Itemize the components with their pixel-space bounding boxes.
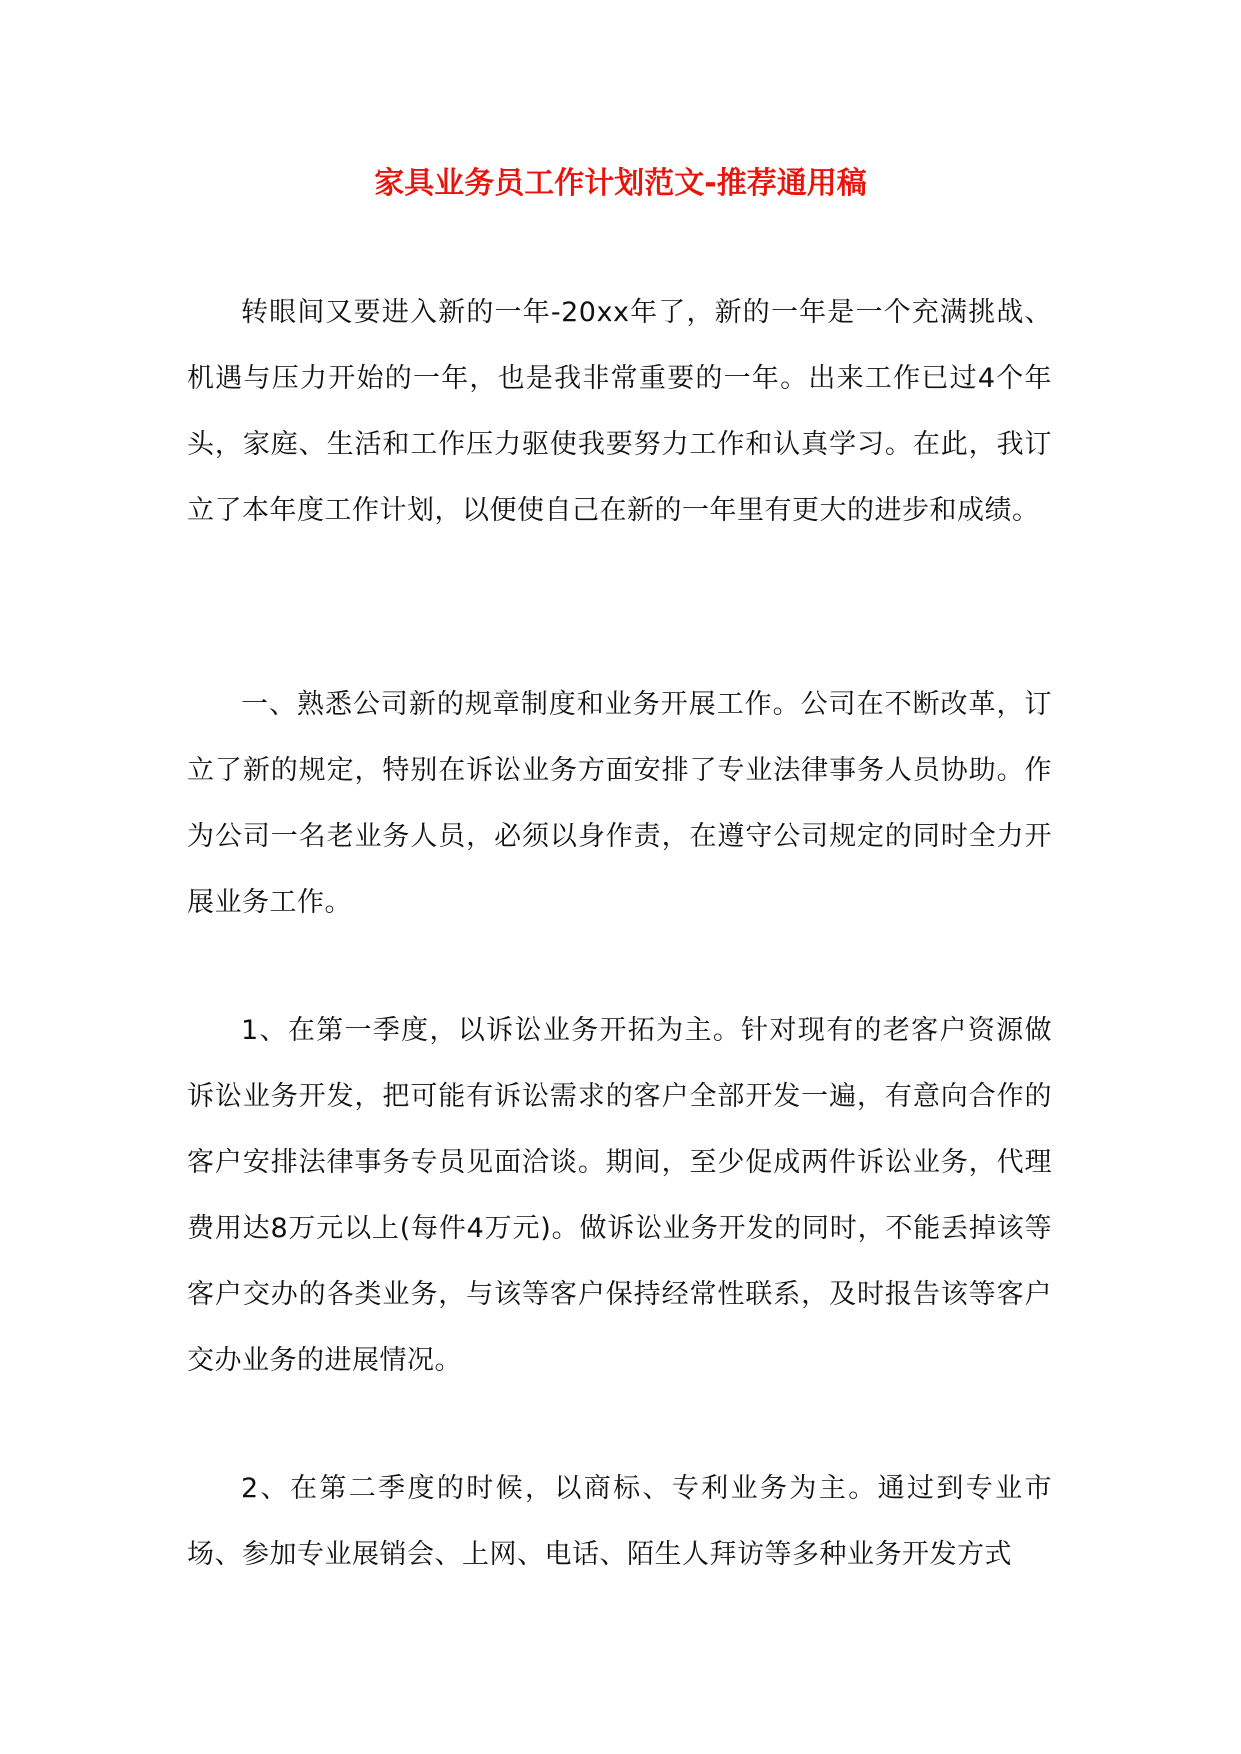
paragraph-q2-plan: 2、在第二季度的时候，以商标、专利业务为主。通过到专业市场、参加专业展销会、上网、电话、陌生人拜访等多种业务开发方式 [187, 1473, 1052, 1570]
document-title: 家具业务员工作计划范文-推荐通用稿 [374, 166, 867, 201]
paragraph-intro: 转眼间又要进入新的一年-20xx年了，新的一年是一个充满挑战、机遇与压力开始的一年，也是我非常重要的一年。出来工作已过4个年头，家庭、生活和工作压力驱使我要努力工作和认真学习。在此，我订立了本年度工作计划，以便使自己在新的一年里有更大的进步和成绩。 [187, 297, 1052, 526]
paragraph-q1-plan: 1、在第一季度，以诉讼业务开拓为主。针对现有的老客户资源做诉讼业务开发，把可能有诉讼需求的客户全部开发一遍，有意向合作的客户安排法律事务专员见面洽谈。期间，至少促成两件诉讼业务，代理费用达8万元以上(每件4万元)。做诉讼业务开发的同时，不能丢掉该等客户交办的各类业务，与该等客户保持经常性联系，及时报告该等客户交办业务的进展情况。 [187, 1015, 1052, 1376]
paragraph-section-1: 一、熟悉公司新的规章制度和业务开展工作。公司在不断改革，订立了新的规定，特别在诉讼业务方面安排了专业法律事务人员协助。作为公司一名老业务人员，必须以身作责，在遵守公司规定的同时全力开展业务工作。 [187, 689, 1052, 918]
